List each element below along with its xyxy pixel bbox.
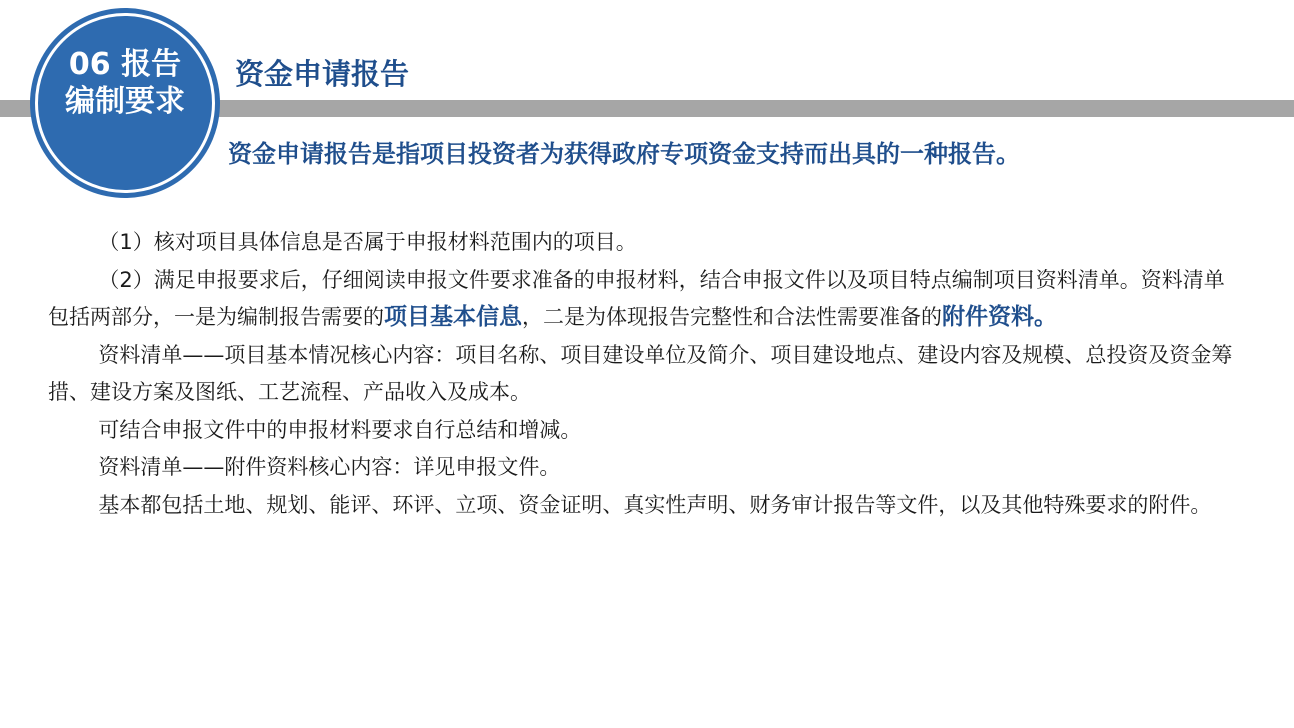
- section-title: 资金申请报告: [235, 57, 410, 91]
- paragraph-6: 基本都包括土地、规划、能评、环评、立项、资金证明、真实性声明、财务审计报告等文件，以及其他特殊要求的附件。: [98, 492, 1212, 517]
- paragraph-2: [48, 262, 1238, 337]
- paragraph-5: 资料清单——附件资料核心内容：详见申报文件。: [98, 455, 561, 479]
- paragraph-2-text-b: ，二是为体现报告完整性和合法性需要准备的: [522, 305, 942, 329]
- paragraph-2-text-a: （2）满足申报要求后，仔细阅读申报文件要求准备的申报材料，结合申报文件以及项目特点编制项目资料清单。资料清单包括两部分，一是为编制报告需要的: [48, 267, 1225, 329]
- highlight-attachments: 附件资料。: [942, 304, 1057, 330]
- body-content: [48, 224, 1238, 524]
- highlight-project-info: 项目基本信息: [384, 304, 522, 330]
- paragraph-1: （1）核对项目具体信息是否属于申报材料范围内的项目。: [98, 230, 637, 254]
- section-badge: [30, 8, 220, 198]
- section-subtitle: 资金申请报告是指项目投资者为获得政府专项资金支持而出具的一种报告。: [228, 140, 1020, 168]
- badge-line-2: 编制要求: [65, 84, 185, 119]
- paragraph-4: 可结合申报文件中的申报材料要求自行总结和增减。: [98, 417, 582, 442]
- paragraph-3: 资料清单——项目基本情况核心内容：项目名称、项目建设单位及简介、项目建设地点、建设内容及规模、总投资及资金筹措、建设方案及图纸、工艺流程、产品收入及成本。: [48, 342, 1233, 404]
- badge-line-1: 06 报告: [68, 47, 182, 82]
- badge-text: [30, 46, 220, 120]
